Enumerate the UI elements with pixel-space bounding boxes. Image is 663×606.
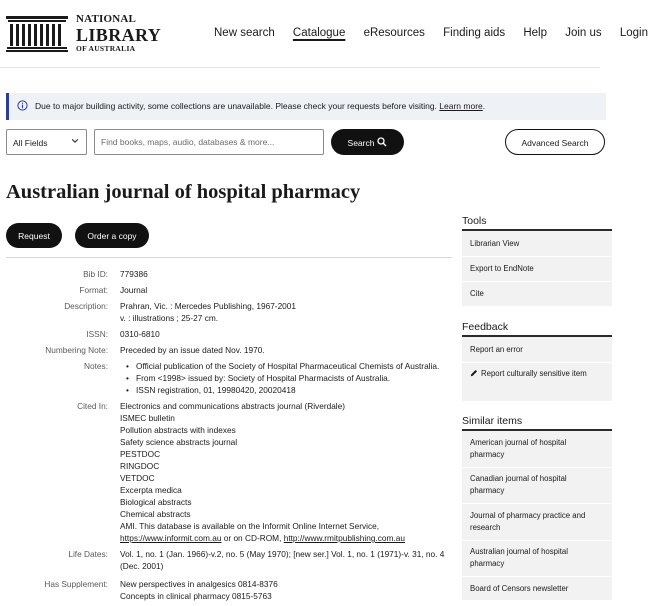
- divider: [462, 256, 612, 257]
- report-error-link[interactable]: Report an error: [470, 345, 523, 354]
- search-button[interactable]: [331, 129, 404, 155]
- librarian-view-link[interactable]: Librarian View: [470, 239, 520, 248]
- search-button-label: Search: [347, 138, 375, 148]
- detail-description: [0, 300, 452, 328]
- feedback-heading: Feedback: [462, 321, 509, 333]
- detail-numbering-note: [0, 344, 452, 360]
- detail-cited-in: [0, 400, 452, 544]
- search-input[interactable]: [94, 129, 324, 155]
- record-title: Australian journal of hospital pharmacy: [6, 181, 361, 203]
- detail-value: Chemical abstracts: [120, 509, 191, 519]
- nav-catalogue[interactable]: Catalogue: [292, 27, 346, 39]
- divider: [462, 540, 612, 541]
- logo-line-australia: OF AUSTRALIA: [76, 44, 136, 53]
- detail-value: (Dec. 2001): [120, 561, 164, 571]
- list-item: • ISSN registration, 01, 19980420, 20020418: [126, 384, 452, 396]
- nav-new-search[interactable]: New search: [214, 27, 275, 39]
- detail-notes: [0, 360, 452, 400]
- detail-value: Biological abstracts: [120, 497, 192, 507]
- detail-value: Preceded by an issue dated Nov. 1970.: [120, 345, 265, 355]
- library-logo[interactable]: [6, 13, 162, 54]
- detail-label: ISSN:: [86, 329, 108, 339]
- detail-label: Description:: [64, 301, 108, 311]
- divider: [462, 362, 612, 363]
- detail-label: Numbering Note:: [45, 345, 108, 355]
- site-header: [0, 0, 648, 68]
- detail-value: AMI. This database is available on the Informit Online Internet Service,: [120, 521, 380, 531]
- notes-list: [120, 360, 452, 396]
- detail-value: PESTDOC: [120, 449, 161, 459]
- cite-link[interactable]: Cite: [470, 289, 484, 298]
- main-nav: [214, 27, 663, 39]
- similar-panel: [462, 431, 612, 600]
- detail-value: Vol. 1, no. 1 (Jan. 1966)-v.2, no. 5 (May 1970); [new ser.] Vol. 1, no. 1 (1971)-v. 31, no. 4: [120, 549, 445, 559]
- tools-panel: [462, 231, 612, 306]
- building-logo-icon: [6, 16, 68, 52]
- detail-value: 779386: [120, 269, 148, 279]
- similar-item[interactable]: Canadian journal of hospital pharmacy: [470, 474, 567, 495]
- info-icon: [17, 100, 28, 111]
- alert-text: Due to major building activity, some collections are unavailable. Please check your requests before visiting.: [35, 101, 437, 111]
- detail-value: or on CD-ROM,: [221, 533, 284, 543]
- search-field-value: All Fields: [13, 138, 48, 148]
- list-item: • Official publication of the Society of Hospital Pharmaceutical Chemists of Australia.: [126, 360, 452, 372]
- report-sensitive-link[interactable]: [462, 368, 612, 380]
- detail-value: VETDOC: [120, 473, 155, 483]
- alert-banner: [6, 93, 606, 120]
- alert-message: [35, 101, 485, 111]
- nav-join-us[interactable]: Join us: [565, 27, 602, 39]
- nav-login[interactable]: Login: [619, 27, 648, 39]
- detail-has-supplement: [0, 578, 452, 606]
- feedback-panel: [462, 337, 612, 401]
- similar-item[interactable]: Board of Censors newsletter: [470, 584, 569, 593]
- advanced-search-button[interactable]: Advanced Search: [505, 129, 605, 155]
- detail-value: Excerpta medica: [120, 485, 182, 495]
- logo-line-national: NATIONAL: [76, 13, 137, 25]
- detail-value: 0310-6810: [120, 329, 160, 339]
- tools-heading: Tools: [462, 215, 487, 227]
- report-sensitive-label: Report culturally sensitive item: [481, 369, 587, 378]
- detail-value: Electronics and communications abstracts journal (Riverdale): [120, 401, 346, 411]
- chevron-down-icon: [71, 137, 79, 145]
- nav-help[interactable]: Help: [523, 27, 548, 39]
- detail-value: Journal: [120, 285, 148, 295]
- detail-value: Pollution abstracts with indexes: [120, 425, 236, 435]
- list-item: • From <1998> issued by: Society of Hospital Pharmacists of Australia.: [126, 372, 452, 384]
- detail-value: Safety science abstracts journal: [120, 437, 238, 447]
- divider: [462, 281, 612, 282]
- detail-label: Format:: [79, 285, 108, 295]
- record-details: [0, 268, 452, 606]
- request-button[interactable]: Request: [6, 223, 62, 248]
- nav-finding-aids[interactable]: Finding aids: [443, 27, 506, 39]
- detail-label: Life Dates:: [68, 549, 108, 559]
- detail-label: Has Supplement:: [44, 579, 108, 589]
- detail-format: [0, 284, 452, 300]
- title-divider: [6, 257, 452, 258]
- detail-issn: [0, 328, 452, 344]
- similar-heading: Similar items: [462, 415, 523, 427]
- logo-line-library: LIBRARY: [76, 25, 162, 45]
- divider: [462, 503, 612, 504]
- alert-suffix: .: [482, 101, 486, 111]
- learn-more-link[interactable]: Learn more: [439, 101, 483, 111]
- detail-label: Bib ID:: [83, 269, 108, 279]
- export-endnote-link[interactable]: Export to EndNote: [470, 264, 534, 273]
- nav-eresources[interactable]: eResources: [363, 27, 425, 39]
- detail-value: New perspectives in analgesics 0814-8376: [120, 579, 278, 589]
- divider: [462, 467, 612, 468]
- detail-label: Notes:: [84, 361, 108, 371]
- detail-bib-id: [0, 268, 452, 284]
- detail-value-links: [120, 532, 452, 544]
- detail-value: Concepts in clinical pharmacy 0815-5763: [120, 591, 272, 601]
- detail-value: v. : illustrations ; 25-27 cm.: [120, 313, 219, 323]
- logo-wordmark: [76, 14, 161, 53]
- detail-value: RINGDOC: [120, 461, 160, 471]
- pencil-icon: [470, 369, 478, 377]
- informit-link[interactable]: https://www.informit.com.au: [120, 533, 222, 543]
- order-copy-button[interactable]: Order a copy: [75, 223, 149, 248]
- similar-item[interactable]: Australian journal of hospital pharmacy: [470, 547, 568, 568]
- detail-value: Prahran, Vic. : Mercedes Publishing, 1967-2001: [120, 301, 297, 311]
- search-icon: [377, 137, 387, 147]
- detail-value: ISMEC bulletin: [120, 413, 175, 423]
- rmit-link[interactable]: http://www.rmitpublishing.com.au: [283, 533, 405, 543]
- detail-label: Cited In:: [77, 401, 108, 411]
- detail-life-dates: [0, 548, 452, 578]
- divider: [462, 576, 612, 577]
- similar-item[interactable]: American journal of hospital pharmacy: [470, 438, 567, 459]
- similar-item[interactable]: Journal of pharmacy practice and research: [470, 511, 586, 532]
- search-field-select[interactable]: [6, 129, 87, 155]
